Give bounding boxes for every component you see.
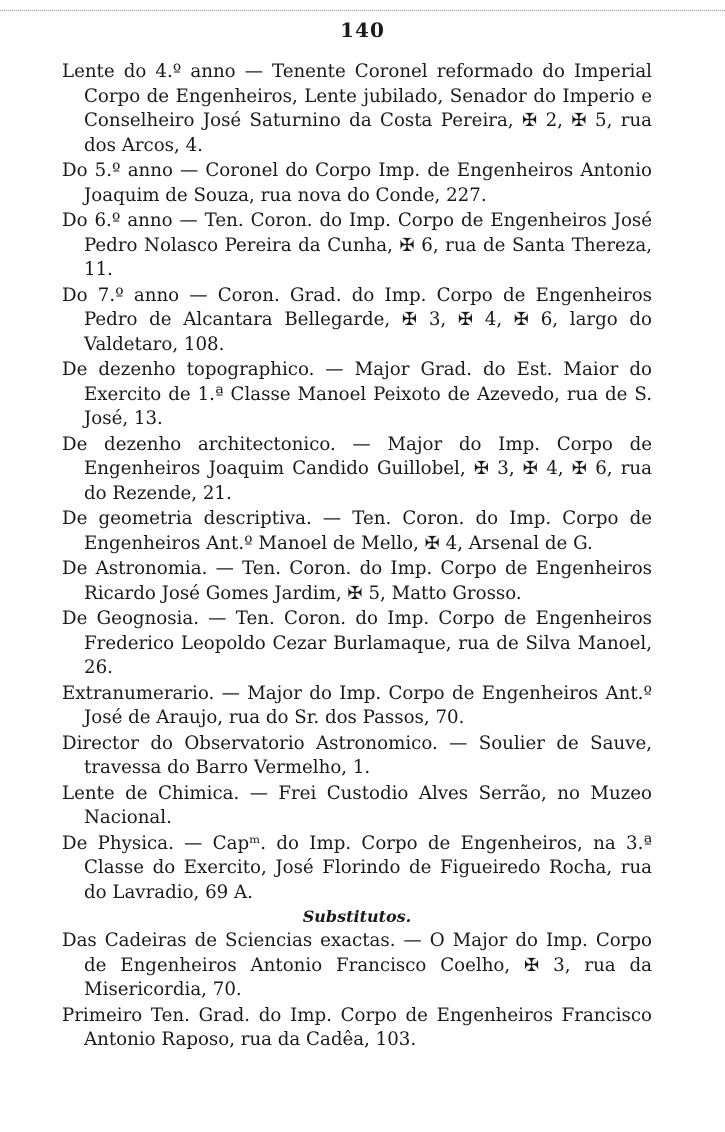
entry-dezenho-topographico: De dezenho topographico. — Major Grad. do Est. Maior do Exercito de 1.ª Classe Manoel Peixoto de Azevedo, rua de S. José, 13. [62,359,652,429]
entry-extranumerario: Extranumerario. — Major do Imp. Corpo de Engenheiros Ant.º José de Araujo, rua do Sr. dos Passos, 70. [62,682,652,728]
entry-geognosia: De Geognosia. — Ten. Coron. do Imp. Corpo de Engenheiros Frederico Leopoldo Cezar Burlamaque, rua de Silva Manoel, 26. [62,608,652,678]
entry-lente-4-anno: Lente do 4.º anno — Tenente Coronel reformado do Imperial Corpo de Engenheiros, Lente jubilado, Senador do Imperio e Conselheiro José Saturnino da Costa Pereira, ✠ 2, ✠ 5, rua dos Arcos, 4. [62,61,652,156]
entry-primeiro-tenente: Primeiro Ten. Grad. do Imp. Corpo de Engenheiros Francisco Antonio Raposo, rua da Cadêa, 103. [62,1004,652,1050]
entry-director-observatorio: Director do Observatorio Astronomico. — Soulier de Sauve, travessa do Barro Vermelho, 1. [62,732,652,778]
page-number: 140 [340,18,385,42]
top-rule [0,10,725,11]
entry-7-anno: Do 7.º anno — Coron. Grad. do Imp. Corpo de Engenheiros Pedro de Alcantara Bellegarde, ✠ 3, ✠ 4, ✠ 6, largo do Valdetaro, 108. [62,284,652,355]
page-body [62,60,652,1053]
entry-dezenho-architectonico: De dezenho architectonico. — Major do Imp. Corpo de Engenheiros Joaquim Candido Guillobel, ✠ 3, ✠ 4, ✠ 6, rua do Rezende, 21. [62,433,652,504]
entry-5-anno: Do 5.º anno — Coronel do Corpo Imp. de Engenheiros Antonio Joaquim de Souza, rua nova do Conde, 227. [62,160,652,206]
entry-sciencias-exactas: Das Cadeiras de Sciencias exactas. — O Major do Imp. Corpo de Engenheiros Antonio Francisco Coelho, ✠ 3, rua da Misericordia, 70. [62,930,652,1000]
entry-astronomia: De Astronomia. — Ten. Coron. do Imp. Corpo de Engenheiros Ricardo José Gomes Jardim, ✠ 5, Matto Grosso. [62,558,652,604]
entry-6-anno: Do 6.º anno — Ten. Coron. do Imp. Corpo de Engenheiros José Pedro Nolasco Pereira da Cunha, ✠ 6, rua de Santa Thereza, 11. [62,210,652,280]
section-heading-substitutos: Substitutos. [302,907,412,926]
entry-physica: De Physica. — Capᵐ. do Imp. Corpo de Engenheiros, na 3.ª Classe do Exercito, José Florindo de Figueiredo Rocha, rua do Lavradio, 69 A. [62,832,652,903]
entry-lente-chimica: Lente de Chimica. — Frei Custodio Alves Serrão, no Muzeo Nacional. [62,782,652,828]
entry-geometria-descriptiva: De geometria descriptiva. — Ten. Coron. do Imp. Corpo de Engenheiros Ant.º Manoel de Mello, ✠ 4, Arsenal de G. [62,508,652,554]
